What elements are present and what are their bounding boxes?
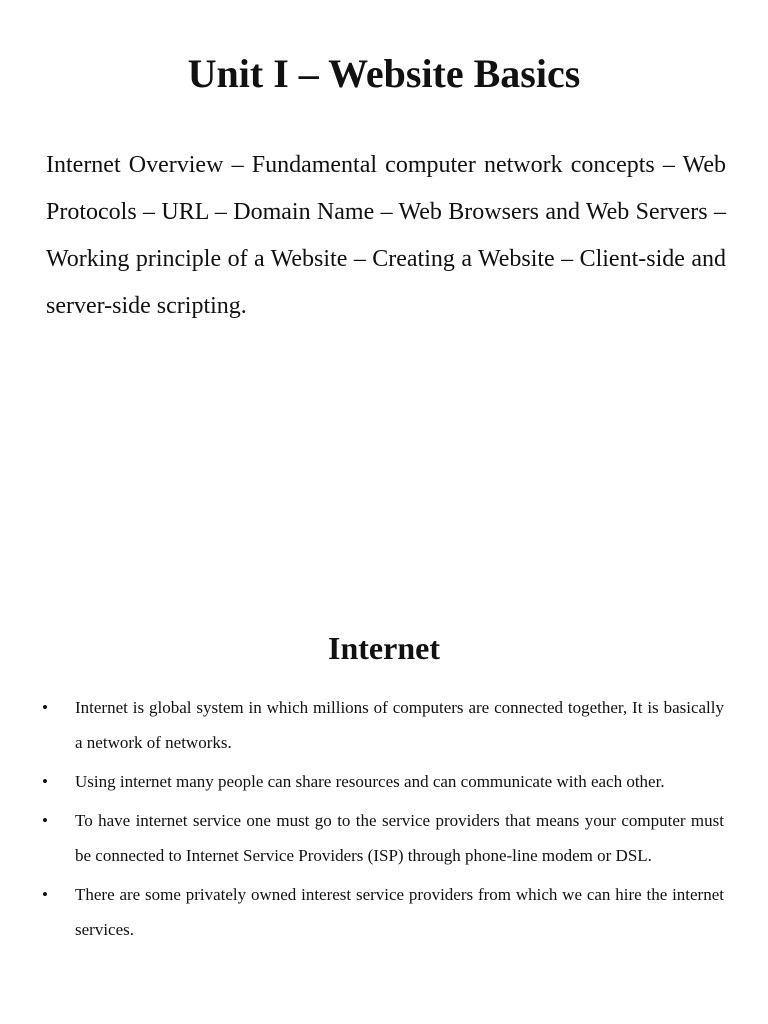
bullet-icon: • <box>42 772 48 791</box>
bullet-icon: • <box>42 811 48 830</box>
bullet-text: There are some privately owned interest service providers from which we can hire the internet services. <box>75 885 724 939</box>
internet-bullet-list <box>40 690 724 951</box>
bullet-icon: • <box>42 885 48 904</box>
list-item <box>40 764 724 799</box>
list-item <box>40 690 724 760</box>
list-item <box>40 877 724 947</box>
bullet-text: Internet is global system in which millions of computers are connected together, It is basically a network of networks. <box>75 698 724 752</box>
slide-internet <box>0 560 768 1024</box>
list-item <box>40 803 724 873</box>
bullet-text: Using internet many people can share resources and can communicate with each other. <box>75 772 665 791</box>
slide-title-internet: Internet <box>328 630 440 666</box>
bullet-icon: • <box>42 698 48 717</box>
bullet-text: To have internet service one must go to the service providers that means your computer must be connected to Internet Service Providers (ISP) through phone-line modem or DSL. <box>75 811 724 865</box>
unit-topics-paragraph: Internet Overview – Fundamental computer network concepts – Web Protocols – URL – Domain Name – Web Browsers and Web Servers – Working principle of a Website – Creating a Website – Client-side and server-side scripting. <box>46 152 726 319</box>
slide-title-unit: Unit I – Website Basics <box>187 51 581 96</box>
